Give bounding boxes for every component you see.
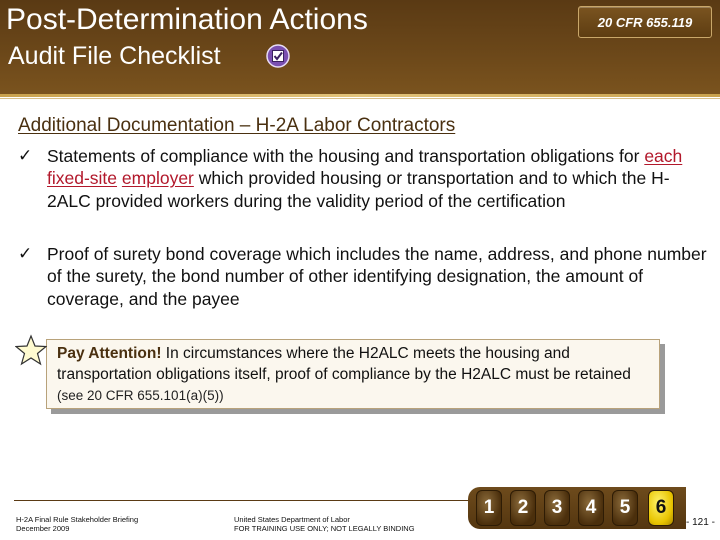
footer-center-line2: FOR TRAINING USE ONLY; NOT LEGALLY BINDING xyxy=(234,524,415,533)
bullet-text-part: which provided housing or transportation and to which the H-2ALC provided workers during the validity period of the certification xyxy=(47,168,670,211)
pay-attention-callout xyxy=(46,339,660,409)
checkbox-checked-icon xyxy=(266,44,290,68)
link-fixed-site[interactable]: fixed-site xyxy=(47,168,118,189)
callout-citation: (see 20 CFR 655.101(a)(5)) xyxy=(57,388,224,403)
nav-button-1[interactable]: 1 xyxy=(476,490,502,526)
page-title: Post-Determination Actions xyxy=(6,3,368,36)
callout-label: Pay Attention! xyxy=(57,345,162,362)
bullet-text-part: Statements of compliance with the housing and transportation obligations for xyxy=(47,146,645,166)
footer-left-line2: December 2009 xyxy=(16,524,70,533)
checkmark-bullet-icon: ✓ xyxy=(18,244,33,263)
footer-divider xyxy=(14,500,468,501)
bullet-text xyxy=(47,145,708,212)
bullet-item xyxy=(18,145,708,212)
star-icon xyxy=(15,334,47,366)
page-subtitle: Audit File Checklist xyxy=(8,42,221,70)
callout-body: In circumstances where the H2ALC meets the housing and transportation obligations itself, proof of compliance by the H2ALC must be retained xyxy=(57,345,631,383)
link-employer[interactable]: employer xyxy=(121,168,194,189)
bullet-text: Proof of surety bond coverage which includes the name, address, and phone number of the surety, the bond number of other identifying designation, the amount of coverage, and the payee xyxy=(47,244,707,309)
nav-button-2[interactable]: 2 xyxy=(510,490,536,526)
cfr-reference-badge: 20 CFR 655.119 xyxy=(578,6,712,38)
footer-center-line1: United States Department of Labor xyxy=(234,515,350,524)
footer-center xyxy=(234,515,415,533)
header-band xyxy=(0,0,720,94)
page-number: - 121 - xyxy=(686,517,715,528)
nav-button-3[interactable]: 3 xyxy=(544,490,570,526)
bullet-item xyxy=(18,243,708,310)
header-divider xyxy=(0,94,720,97)
checkmark-bullet-icon: ✓ xyxy=(18,146,33,165)
section-heading: Additional Documentation – H-2A Labor Contractors xyxy=(18,115,456,136)
header-divider-thin xyxy=(0,98,720,99)
footer-left-line1: H-2A Final Rule Stakeholder Briefing xyxy=(16,515,139,524)
footer-left xyxy=(16,515,138,533)
nav-button-6[interactable]: 6 xyxy=(648,490,674,526)
nav-button-5[interactable]: 5 xyxy=(612,490,638,526)
link-each[interactable]: each xyxy=(644,146,683,166)
nav-button-4[interactable]: 4 xyxy=(578,490,604,526)
